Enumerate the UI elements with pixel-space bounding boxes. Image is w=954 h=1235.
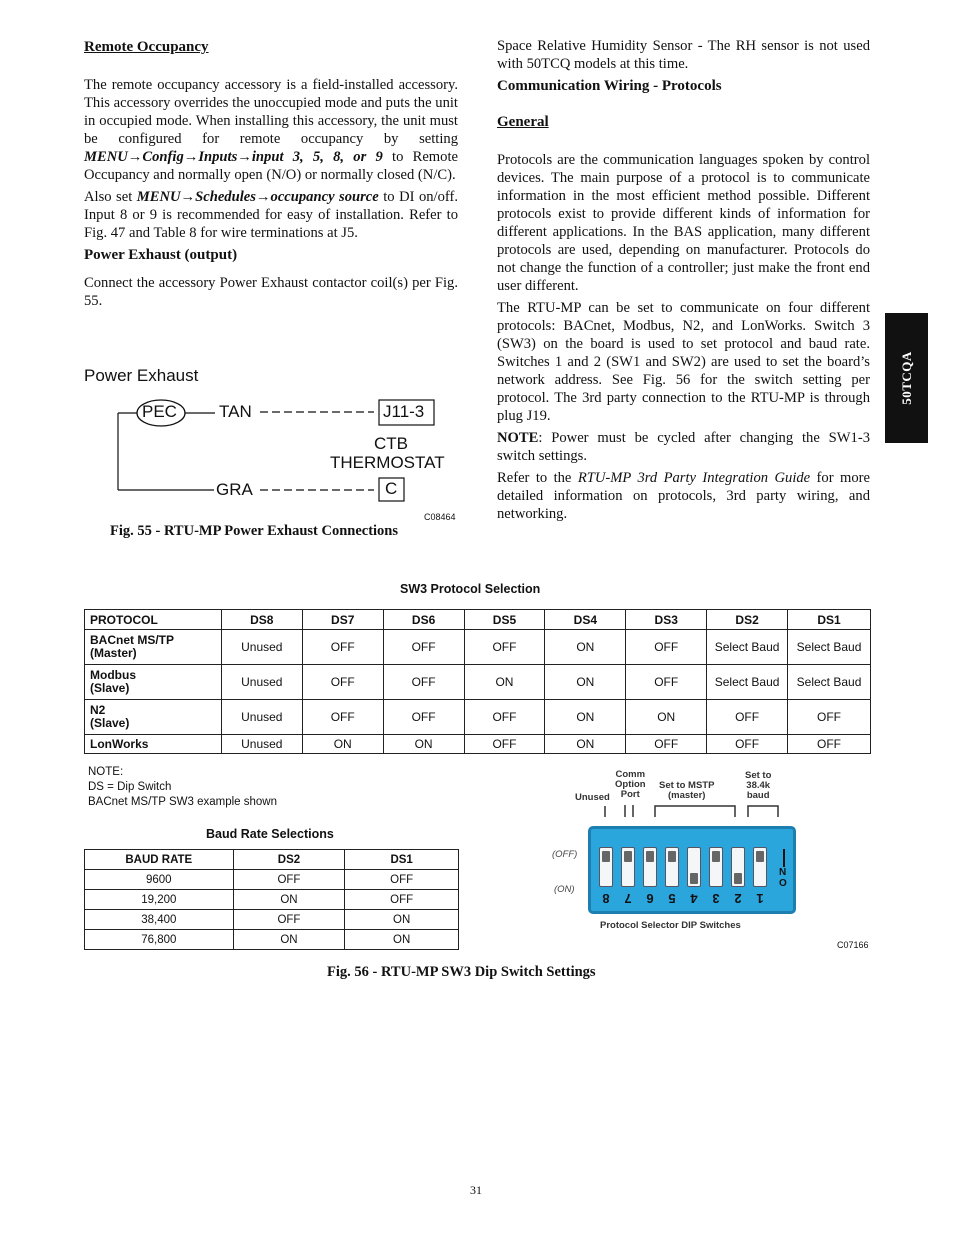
unused-label: Unused — [575, 792, 610, 803]
menu-path: MENU→Schedules→occupancy source — [136, 189, 379, 205]
table-header-cell: DS6 — [383, 610, 464, 630]
note-block: NOTE: DS = Dip Switch BACnet MS/TP SW3 example shown — [88, 766, 277, 808]
table-header-cell: BAUD RATE — [85, 850, 234, 870]
comm-wiring-heading: Communication Wiring - Protocols — [497, 78, 722, 94]
comm-option-label: Comm Option Port — [615, 769, 646, 800]
protocol-cell: Modbus (Slave) — [85, 665, 222, 700]
table-cell: ON — [345, 910, 459, 930]
dip-switch-2[interactable] — [731, 847, 745, 887]
dip-number-label: 6 — [646, 891, 654, 906]
table-cell: OFF — [707, 735, 788, 754]
table-cell: 38,400 — [85, 910, 234, 930]
table-cell: ON — [302, 735, 383, 754]
table-cell: OFF — [788, 700, 871, 735]
table-cell: 9600 — [85, 870, 234, 890]
dip-switch-7[interactable] — [621, 847, 635, 887]
table-cell: ON — [233, 890, 345, 910]
dip-lever — [712, 851, 720, 862]
dip-number-label: 4 — [690, 891, 698, 906]
table-cell: ON — [464, 665, 545, 700]
table-cell: ON — [626, 700, 707, 735]
table-row — [85, 890, 459, 910]
table-cell: OFF — [626, 735, 707, 754]
table-cell: 19,200 — [85, 890, 234, 910]
fig55-caption: Fig. 55 - RTU-MP Power Exhaust Connections — [110, 523, 399, 539]
right-column — [497, 37, 870, 527]
dip-switch-1[interactable] — [753, 847, 767, 887]
table-cell: OFF — [383, 700, 464, 735]
table-row — [85, 735, 871, 754]
mstp-label: Set to MSTP (master) — [659, 780, 715, 801]
remote-occupancy-paragraph-1: The remote occupancy accessory is a field-installed accessory. This accessory overrides the unoccupied mode and puts the unit in occupied mode. When installing this accessory, the unit must be configured for remote occupancy by setting MENU→Config→Inputs→input 3, 5, 8, or 9 to Remote Occupancy and normally open (N/O) or normally closed (N/C). — [84, 77, 458, 183]
table-cell: Select Baud — [788, 630, 871, 665]
dip-lever — [602, 851, 610, 862]
table-cell: OFF — [707, 700, 788, 735]
power-exhaust-paragraph: Connect the accessory Power Exhaust contactor coil(s) per Fig. 55. — [84, 275, 458, 309]
dip-number-label: 2 — [734, 891, 742, 906]
dip-lever — [734, 873, 742, 884]
protocol-cell: N2 (Slave) — [85, 700, 222, 735]
dip-switch-8[interactable] — [599, 847, 613, 887]
table-cell: Select Baud — [788, 665, 871, 700]
dip-number-label: 1 — [756, 891, 764, 906]
fig55-diagram — [84, 362, 464, 522]
dip-switch-3[interactable] — [709, 847, 723, 887]
dip-switch-6[interactable] — [643, 847, 657, 887]
dip-number-label: 8 — [602, 891, 610, 906]
ctb-label: CTB — [374, 434, 408, 453]
table-header-cell: DS8 — [221, 610, 302, 630]
table-cell: Unused — [221, 665, 302, 700]
table-header-row — [85, 610, 871, 630]
table-header-cell: DS3 — [626, 610, 707, 630]
table-cell: OFF — [302, 700, 383, 735]
table-cell: ON — [383, 735, 464, 754]
table-header-cell: DS1 — [345, 850, 459, 870]
table-cell: ON — [545, 700, 626, 735]
j11-3-label: J11-3 — [383, 402, 425, 421]
side-tab-label: 50TCQA — [898, 351, 914, 405]
refer-paragraph: Refer to the RTU-MP 3rd Party Integration Guide for more detailed information on protocols, 3rd party wiring, and networking. — [497, 470, 870, 522]
no-marking: N O — [779, 849, 791, 909]
table-cell: Select Baud — [707, 630, 788, 665]
general-paragraph-1: Protocols are the communication languages spoken by control devices. The main purpose of a protocol is to communicate information in the most efficient method possible. Different protocols exist to provide different kinds of information for different applications. In the BAS application, many different protocols are used, depending on manufacturer. Protocols do not change the function of a controller; just make the front end user different. — [497, 152, 870, 294]
baud-rate-table — [84, 849, 459, 950]
table-header-cell: DS1 — [788, 610, 871, 630]
table-header-cell: PROTOCOL — [85, 610, 222, 630]
table-header-row — [85, 850, 459, 870]
on-label: (ON) — [554, 884, 575, 895]
table-cell: Unused — [221, 735, 302, 754]
dip-number-label: 7 — [624, 891, 632, 906]
general-paragraph-2: The RTU-MP can be set to communicate on four different protocols: BACnet, Modbus, N2, and LonWorks. Switch 3 (SW3) on the board is used to set protocol and baud rate. Switches 1 and 2 (SW1 and SW2) are used to set the board’s network address. See Fig. 56 for the switch setting per protocol. The 3rd party connection to the RTU-MP is through plug J19. — [497, 300, 870, 424]
table-cell: OFF — [788, 735, 871, 754]
protocol-cell: LonWorks — [85, 735, 222, 754]
dip-lever — [690, 873, 698, 884]
table-cell: ON — [545, 630, 626, 665]
dip-switch-block — [588, 826, 796, 914]
table-cell: OFF — [626, 630, 707, 665]
table-row — [85, 700, 871, 735]
side-tab — [885, 313, 928, 443]
table-cell: OFF — [626, 665, 707, 700]
table-row — [85, 665, 871, 700]
remote-occupancy-paragraph-2: Also set MENU→Schedules→occupancy source to DI on/off. Input 8 or 9 is recommended for easy of installation. Refer to Fig. 47 and Table 8 for wire terminations at J5. — [84, 189, 458, 241]
dip-number-label: 3 — [712, 891, 720, 906]
table-cell: ON — [345, 930, 459, 950]
fig55-title: Power Exhaust — [84, 366, 199, 385]
table-header-cell: DS5 — [464, 610, 545, 630]
table-cell: Select Baud — [707, 665, 788, 700]
sw3-table-title: SW3 Protocol Selection — [400, 582, 541, 596]
table-header-cell: DS2 — [233, 850, 345, 870]
menu-path: MENU→Config→Inputs→input 3, 5, 8, or 9 — [84, 149, 383, 165]
off-label: (OFF) — [552, 849, 578, 860]
dip-bottom-label: Protocol Selector DIP Switches — [600, 920, 741, 931]
baud-label: Set to 38.4k baud — [745, 770, 772, 801]
power-exhaust-heading: Power Exhaust (output) — [84, 247, 238, 263]
protocol-cell: BACnet MS/TP (Master) — [85, 630, 222, 665]
fig56-code: C07166 — [837, 940, 869, 950]
table-header-cell: DS7 — [302, 610, 383, 630]
dip-lever — [646, 851, 654, 862]
table-row — [85, 630, 871, 665]
table-cell: Unused — [221, 630, 302, 665]
general-heading: General — [497, 114, 549, 130]
dip-switch-5[interactable] — [665, 847, 679, 887]
table-cell: OFF — [464, 735, 545, 754]
table-cell: OFF — [345, 870, 459, 890]
table-header-cell: DS2 — [707, 610, 788, 630]
left-column — [84, 38, 458, 314]
dip-number-label: 5 — [668, 891, 676, 906]
table-cell: ON — [545, 665, 626, 700]
fig55-code: C08464 — [424, 512, 456, 522]
dip-switch-figure — [545, 765, 875, 955]
c-label: C — [385, 479, 398, 498]
pec-label: PEC — [142, 402, 177, 421]
rh-sensor-paragraph: Space Relative Humidity Sensor - The RH sensor is not used with 50TCQ models at this time. — [497, 38, 870, 72]
table-cell: OFF — [233, 870, 345, 890]
dip-lever — [756, 851, 764, 862]
table-row — [85, 910, 459, 930]
note-paragraph: NOTE: Power must be cycled after changing the SW1-3 switch settings. — [497, 430, 870, 464]
gra-label: GRA — [216, 480, 253, 499]
table-cell: OFF — [383, 665, 464, 700]
thermostat-label: THERMOSTAT — [330, 453, 445, 472]
baud-table-title: Baud Rate Selections — [206, 827, 334, 841]
table-cell: OFF — [302, 665, 383, 700]
dip-lever — [668, 851, 676, 862]
table-cell: OFF — [464, 630, 545, 665]
table-cell: ON — [545, 735, 626, 754]
table-cell: OFF — [345, 890, 459, 910]
tan-label: TAN — [219, 402, 252, 421]
page-number: 31 — [470, 1183, 482, 1197]
remote-occupancy-heading: Remote Occupancy — [84, 39, 209, 55]
table-cell: Unused — [221, 700, 302, 735]
dip-switch-4[interactable] — [687, 847, 701, 887]
table-header-cell: DS4 — [545, 610, 626, 630]
table-cell: OFF — [464, 700, 545, 735]
table-row — [85, 870, 459, 890]
fig56-caption: Fig. 56 - RTU-MP SW3 Dip Switch Settings — [327, 964, 596, 980]
table-cell: OFF — [233, 910, 345, 930]
table-cell: ON — [233, 930, 345, 950]
table-cell: OFF — [383, 630, 464, 665]
dip-lever — [624, 851, 632, 862]
table-cell: 76,800 — [85, 930, 234, 950]
sw3-protocol-table — [84, 609, 871, 754]
table-cell: OFF — [302, 630, 383, 665]
table-row — [85, 930, 459, 950]
